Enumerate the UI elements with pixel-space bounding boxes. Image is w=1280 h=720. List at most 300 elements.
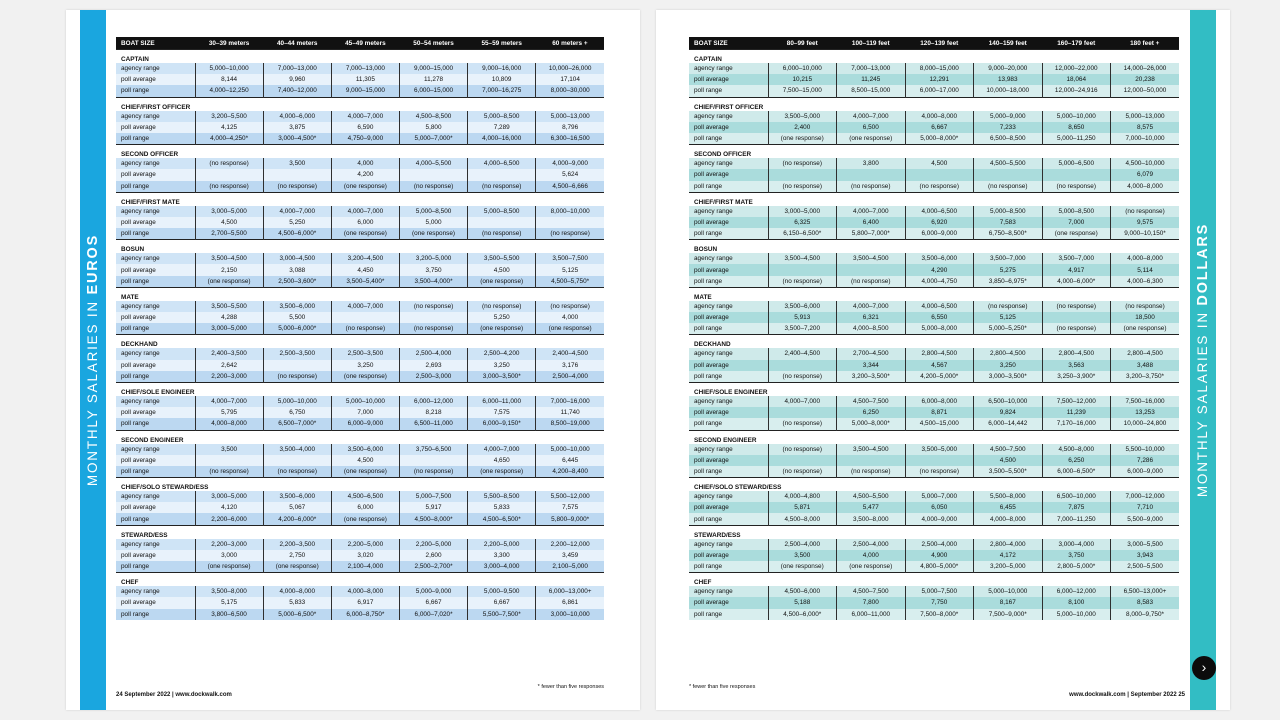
salary-cell bbox=[974, 169, 1043, 180]
salary-cell: 4,000–8,500 bbox=[837, 323, 906, 335]
salary-cell: 4,500–6,000 bbox=[768, 586, 837, 597]
salary-cell: 2,500–3,000 bbox=[399, 371, 467, 383]
salary-cell: 7,000 bbox=[1042, 217, 1111, 228]
column-header-size: 140–159 feet bbox=[974, 37, 1043, 50]
table-row bbox=[689, 418, 1179, 430]
salary-cell: 5,175 bbox=[195, 597, 263, 608]
row-label: poll range bbox=[689, 323, 768, 335]
table-row bbox=[116, 85, 604, 97]
salary-cell: 5,795 bbox=[195, 407, 263, 418]
salary-cell: 6,750–8,500* bbox=[974, 228, 1043, 240]
salary-cell: 5,125 bbox=[974, 312, 1043, 323]
salary-cell: 5,000–6,500 bbox=[1042, 158, 1111, 169]
salary-cell: 5,000–8,500 bbox=[468, 111, 536, 122]
role-name: CHIEF/SOLO STEWARD/ESS bbox=[116, 478, 604, 492]
row-label: poll average bbox=[689, 122, 768, 133]
salary-cell: 3,088 bbox=[263, 264, 331, 275]
salary-cell: 3,563 bbox=[1042, 360, 1111, 371]
role-header-row bbox=[116, 335, 604, 349]
salary-cell: 7,575 bbox=[468, 407, 536, 418]
salary-cell: 4,450 bbox=[331, 264, 399, 275]
page-footer: 24 September 2022 | www.dockwalk.com bbox=[116, 692, 232, 698]
salary-cell: 4,500 bbox=[331, 455, 399, 466]
salary-cell: 5,000–7,500 bbox=[399, 491, 467, 502]
column-header-size: 100–119 feet bbox=[837, 37, 906, 50]
salary-cell: (no response) bbox=[905, 466, 974, 478]
row-label: poll range bbox=[116, 561, 195, 573]
table-row bbox=[689, 561, 1179, 573]
table-row bbox=[689, 63, 1179, 74]
salary-cell: 6,861 bbox=[536, 597, 604, 608]
row-label: poll range bbox=[689, 276, 768, 288]
salary-cell: (no response) bbox=[837, 466, 906, 478]
salary-cell: 6,590 bbox=[331, 122, 399, 133]
salary-cell: 4,000 bbox=[536, 312, 604, 323]
salary-cell: 4,500–8,000 bbox=[768, 513, 837, 525]
salary-cell: 6,300–16,500 bbox=[536, 133, 604, 145]
row-label: poll range bbox=[116, 609, 195, 620]
salary-cell: 5,000–10,000 bbox=[263, 396, 331, 407]
column-header-size: 80–99 feet bbox=[768, 37, 837, 50]
salary-cell: 4,000–7,000 bbox=[837, 301, 906, 312]
row-label: poll average bbox=[116, 550, 195, 561]
salary-cell: 5,000–10,000 bbox=[536, 444, 604, 455]
salary-cell: (no response) bbox=[263, 371, 331, 383]
salary-cell: 4,000–4,250* bbox=[195, 133, 263, 145]
salary-cell bbox=[263, 169, 331, 180]
salary-cell: 6,000–8,000 bbox=[905, 396, 974, 407]
salary-cell: 5,624 bbox=[536, 169, 604, 180]
table-row bbox=[116, 360, 604, 371]
salary-cell: (one response) bbox=[331, 181, 399, 193]
table-row bbox=[116, 586, 604, 597]
role-name: CHIEF/SOLE ENGINEER bbox=[116, 382, 604, 396]
row-label: poll average bbox=[689, 407, 768, 418]
row-label: poll range bbox=[116, 371, 195, 383]
salary-cell: 3,250–3,900* bbox=[1042, 371, 1111, 383]
salary-cell: 2,200–3,500 bbox=[263, 539, 331, 550]
salary-cell: 5,000–13,000 bbox=[536, 111, 604, 122]
salary-cell: (one response) bbox=[1111, 323, 1180, 335]
table-row bbox=[116, 550, 604, 561]
role-name: CHIEF/SOLO STEWARD/ESS bbox=[689, 478, 1179, 492]
row-label: poll range bbox=[689, 228, 768, 240]
salary-cell: 8,144 bbox=[195, 74, 263, 85]
salary-cell: (one response) bbox=[768, 133, 837, 145]
salary-cell: 8,575 bbox=[1111, 122, 1180, 133]
row-label: poll average bbox=[689, 217, 768, 228]
salary-cell: 6,455 bbox=[974, 502, 1043, 513]
row-label: agency range bbox=[116, 444, 195, 455]
salary-cell: (one response) bbox=[399, 228, 467, 240]
role-header-row bbox=[689, 430, 1179, 444]
table-row bbox=[689, 276, 1179, 288]
row-label: agency range bbox=[116, 348, 195, 359]
salary-cell: 6,150–6,500* bbox=[768, 228, 837, 240]
salary-cell: 4,500 bbox=[974, 455, 1043, 466]
next-page-button[interactable] bbox=[1192, 656, 1216, 680]
table-row bbox=[689, 206, 1179, 217]
row-label: poll average bbox=[116, 360, 195, 371]
row-label: agency range bbox=[116, 158, 195, 169]
salary-cell: 3,344 bbox=[837, 360, 906, 371]
table-header-row bbox=[689, 37, 1179, 50]
salary-cell: 4,000 bbox=[331, 158, 399, 169]
table-row bbox=[116, 169, 604, 180]
row-label: poll range bbox=[116, 133, 195, 145]
row-label: agency range bbox=[689, 301, 768, 312]
salary-cell bbox=[905, 455, 974, 466]
salary-cell: 5,275 bbox=[974, 264, 1043, 275]
salary-cell: 5,000–10,000 bbox=[195, 63, 263, 74]
salary-cell: (no response) bbox=[1042, 323, 1111, 335]
row-label: poll range bbox=[689, 513, 768, 525]
salary-cell: 5,000–9,000 bbox=[399, 586, 467, 597]
salary-cell: 2,800–4,500 bbox=[1042, 348, 1111, 359]
salary-cell: 5,000–8,500 bbox=[974, 206, 1043, 217]
salary-cell: 2,500–3,500 bbox=[331, 348, 399, 359]
salary-cell: 20,238 bbox=[1111, 74, 1180, 85]
salary-cell: 4,500–15,000 bbox=[905, 418, 974, 430]
salary-cell: 2,500–2,700* bbox=[399, 561, 467, 573]
salary-cell: (no response) bbox=[195, 181, 263, 193]
salary-cell: 7,710 bbox=[1111, 502, 1180, 513]
salary-cell: 3,500–4,500 bbox=[837, 253, 906, 264]
row-label: poll average bbox=[116, 169, 195, 180]
chevron-right-icon: › bbox=[1201, 659, 1207, 675]
salary-cell: 6,325 bbox=[768, 217, 837, 228]
salary-cell: 5,000 bbox=[399, 217, 467, 228]
salary-cell: (no response) bbox=[195, 466, 263, 478]
salary-cell: (no response) bbox=[1111, 206, 1180, 217]
salary-cell: 8,000–15,000 bbox=[905, 63, 974, 74]
salary-cell: 2,500–5,500 bbox=[1111, 561, 1180, 573]
salary-cell: 4,500–8,000 bbox=[1042, 444, 1111, 455]
salary-cell: 5,188 bbox=[768, 597, 837, 608]
salary-cell: 4,500–8,500 bbox=[399, 111, 467, 122]
salary-cell: 7,286 bbox=[1111, 455, 1180, 466]
salary-cell: 3,500–6,000 bbox=[768, 301, 837, 312]
salary-cell: 11,740 bbox=[536, 407, 604, 418]
column-header-size: 180 feet + bbox=[1111, 37, 1180, 50]
salary-cell bbox=[768, 360, 837, 371]
salary-cell: 4,000–8,000 bbox=[1111, 181, 1180, 193]
salary-cell: 5,000–8,500 bbox=[1042, 206, 1111, 217]
salary-cell: 4,500–6,000* bbox=[768, 609, 837, 620]
salary-cell: (no response) bbox=[768, 418, 837, 430]
salary-cell: 3,500–7,000 bbox=[1042, 253, 1111, 264]
salary-cell: (no response) bbox=[399, 181, 467, 193]
salary-cell: 6,000–14,442 bbox=[974, 418, 1043, 430]
row-label: agency range bbox=[116, 586, 195, 597]
salary-cell: 3,500–8,000 bbox=[195, 586, 263, 597]
salary-cell: 4,000–9,000 bbox=[905, 513, 974, 525]
salary-cell: 2,500–4,000 bbox=[536, 371, 604, 383]
role-header-row bbox=[689, 240, 1179, 254]
salary-cell: 2,400–4,500 bbox=[768, 348, 837, 359]
salary-cell: 3,200–5,000 bbox=[974, 561, 1043, 573]
role-name: CHEF bbox=[116, 573, 604, 587]
salary-cell: 8,167 bbox=[974, 597, 1043, 608]
salary-cell: 6,000–7,020* bbox=[399, 609, 467, 620]
salary-cell: 18,064 bbox=[1042, 74, 1111, 85]
role-name: SECOND ENGINEER bbox=[116, 430, 604, 444]
salary-cell: 9,000–20,000 bbox=[974, 63, 1043, 74]
salary-cell: 4,917 bbox=[1042, 264, 1111, 275]
row-label: agency range bbox=[689, 253, 768, 264]
role-header-row bbox=[689, 145, 1179, 159]
row-label: poll range bbox=[689, 85, 768, 97]
row-label: poll average bbox=[116, 407, 195, 418]
salary-cell: 3,020 bbox=[331, 550, 399, 561]
row-label: agency range bbox=[689, 539, 768, 550]
salary-cell: 4,900 bbox=[905, 550, 974, 561]
salary-cell: 5,833 bbox=[263, 597, 331, 608]
salary-cell: 7,875 bbox=[1042, 502, 1111, 513]
salary-cell: 4,500–5,750* bbox=[536, 276, 604, 288]
table-row bbox=[689, 513, 1179, 525]
salary-cell: 2,800–4,500 bbox=[905, 348, 974, 359]
row-label: agency range bbox=[689, 444, 768, 455]
salary-cell: 4,000–7,000 bbox=[331, 111, 399, 122]
salary-cell: 3,000–4,500* bbox=[263, 133, 331, 145]
role-header-row bbox=[116, 525, 604, 539]
salary-cell bbox=[837, 169, 906, 180]
salary-cell: 5,833 bbox=[468, 502, 536, 513]
salary-cell: 2,800–4,500 bbox=[1111, 348, 1180, 359]
salary-cell: 4,567 bbox=[905, 360, 974, 371]
salary-cell: 8,650 bbox=[1042, 122, 1111, 133]
role-name: CAPTAIN bbox=[689, 50, 1179, 64]
salary-cell: 4,200–5,000* bbox=[905, 371, 974, 383]
salary-cell: 13,983 bbox=[974, 74, 1043, 85]
row-label: poll range bbox=[116, 228, 195, 240]
salary-cell: 7,750 bbox=[905, 597, 974, 608]
table-row bbox=[689, 396, 1179, 407]
table-row bbox=[116, 264, 604, 275]
salary-cell: 4,172 bbox=[974, 550, 1043, 561]
section-title-dollars bbox=[1195, 223, 1211, 497]
row-label: poll average bbox=[116, 264, 195, 275]
table-row bbox=[689, 609, 1179, 620]
column-header-boat-size: BOAT SIZE bbox=[689, 37, 768, 50]
salary-cell: 3,750 bbox=[399, 264, 467, 275]
salary-cell: 4,000–8,000 bbox=[331, 586, 399, 597]
salary-cell: (one response) bbox=[331, 228, 399, 240]
salary-cell: 6,079 bbox=[1111, 169, 1180, 180]
salary-cell: 5,067 bbox=[263, 502, 331, 513]
salary-cell: 2,150 bbox=[195, 264, 263, 275]
salary-cell: 6,000–9,000 bbox=[331, 418, 399, 430]
salary-cell: 7,000–12,000 bbox=[1111, 491, 1180, 502]
table-row bbox=[116, 228, 604, 240]
salary-cell: 4,800–5,000* bbox=[905, 561, 974, 573]
salary-cell bbox=[468, 169, 536, 180]
salary-cell: 6,000–11,000 bbox=[837, 609, 906, 620]
salary-cell: (one response) bbox=[468, 466, 536, 478]
table-row bbox=[689, 466, 1179, 478]
role-header-row bbox=[689, 478, 1179, 492]
salary-cell: 5,000–8,000 bbox=[905, 323, 974, 335]
salary-cell: 9,000–10,150* bbox=[1111, 228, 1180, 240]
table-row bbox=[689, 444, 1179, 455]
table-row bbox=[689, 348, 1179, 359]
salary-cell: 10,809 bbox=[468, 74, 536, 85]
salary-cell: 7,800 bbox=[837, 597, 906, 608]
salary-cell: 5,000–5,250* bbox=[974, 323, 1043, 335]
salary-cell: 7,500–9,000* bbox=[974, 609, 1043, 620]
salary-cell: 7,000–13,000 bbox=[331, 63, 399, 74]
salary-cell: 3,176 bbox=[536, 360, 604, 371]
salary-cell: 4,000 bbox=[837, 550, 906, 561]
salary-cell: 7,400–12,000 bbox=[263, 85, 331, 97]
salary-cell: 4,000–6,500 bbox=[468, 158, 536, 169]
role-name: SECOND ENGINEER bbox=[689, 430, 1179, 444]
row-label: agency range bbox=[689, 111, 768, 122]
salary-cell: 8,500–19,000 bbox=[536, 418, 604, 430]
salary-cell: 2,200–5,000 bbox=[331, 539, 399, 550]
role-name: CAPTAIN bbox=[116, 50, 604, 64]
table-row bbox=[689, 85, 1179, 97]
salary-cell: 7,500–15,000 bbox=[768, 85, 837, 97]
table-row bbox=[689, 455, 1179, 466]
salary-cell: 5,250 bbox=[263, 217, 331, 228]
salary-cell: 9,000–15,000 bbox=[331, 85, 399, 97]
salary-cell: 4,000–8,000 bbox=[974, 513, 1043, 525]
salary-cell: 4,500–5,500 bbox=[974, 158, 1043, 169]
salary-cell: 3,500–5,500* bbox=[974, 466, 1043, 478]
table-row bbox=[116, 407, 604, 418]
salary-cell: 8,100 bbox=[1042, 597, 1111, 608]
salary-cell: 5,000–9,500 bbox=[468, 586, 536, 597]
salary-cell: 6,000–8,750* bbox=[331, 609, 399, 620]
salary-cell: 5,125 bbox=[536, 264, 604, 275]
salary-cell: 4,288 bbox=[195, 312, 263, 323]
salary-cell: 4,500–7,500 bbox=[974, 444, 1043, 455]
salary-cell: 4,000–5,500 bbox=[399, 158, 467, 169]
salary-cell: 9,824 bbox=[974, 407, 1043, 418]
row-label: poll range bbox=[689, 181, 768, 193]
salary-cell: 2,800–4,500 bbox=[974, 348, 1043, 359]
table-row bbox=[116, 63, 604, 74]
salary-cell: 4,000–4,750 bbox=[905, 276, 974, 288]
salary-cell: 5,500–12,000 bbox=[536, 491, 604, 502]
salary-cell: 5,913 bbox=[768, 312, 837, 323]
salary-cell: 6,250 bbox=[837, 407, 906, 418]
footnote: * fewer than five responses bbox=[689, 684, 756, 690]
table-row bbox=[116, 301, 604, 312]
salary-cell: 4,500 bbox=[195, 217, 263, 228]
salary-cell: 2,800–5,000* bbox=[1042, 561, 1111, 573]
salary-cell: (no response) bbox=[399, 301, 467, 312]
salary-cell bbox=[195, 169, 263, 180]
table-row bbox=[116, 502, 604, 513]
table-row bbox=[689, 539, 1179, 550]
table-row bbox=[689, 111, 1179, 122]
row-label: poll average bbox=[116, 74, 195, 85]
salary-cell: 2,800–4,000 bbox=[974, 539, 1043, 550]
salary-cell: 13,253 bbox=[1111, 407, 1180, 418]
salary-cell: 3,500–5,500 bbox=[468, 253, 536, 264]
row-label: poll range bbox=[116, 181, 195, 193]
salary-cell: 7,170–16,000 bbox=[1042, 418, 1111, 430]
row-label: poll range bbox=[689, 371, 768, 383]
role-header-row bbox=[116, 478, 604, 492]
salary-cell: (one response) bbox=[468, 276, 536, 288]
salary-cell: 7,000–13,000 bbox=[263, 63, 331, 74]
salary-cell: 2,400–4,500 bbox=[536, 348, 604, 359]
salary-cell: 6,000–15,000 bbox=[399, 85, 467, 97]
salary-cell: 7,000 bbox=[331, 407, 399, 418]
row-label: poll average bbox=[689, 502, 768, 513]
salary-cell: (no response) bbox=[331, 323, 399, 335]
salary-cell: (no response) bbox=[399, 466, 467, 478]
salary-cell: 5,500–7,500* bbox=[468, 609, 536, 620]
salary-cell: 4,500–7,500 bbox=[837, 586, 906, 597]
salary-cell: 12,291 bbox=[905, 74, 974, 85]
table-row bbox=[116, 217, 604, 228]
role-name: MATE bbox=[689, 287, 1179, 301]
salary-cell: 17,104 bbox=[536, 74, 604, 85]
table-row bbox=[116, 111, 604, 122]
salary-cell bbox=[263, 455, 331, 466]
salary-cell bbox=[837, 264, 906, 275]
salary-cell: (one response) bbox=[331, 371, 399, 383]
salary-cell: 7,000–10,000 bbox=[1111, 133, 1180, 145]
row-label: poll range bbox=[689, 561, 768, 573]
table-row bbox=[116, 348, 604, 359]
salary-cell: 3,250 bbox=[468, 360, 536, 371]
salary-cell bbox=[331, 312, 399, 323]
table-row bbox=[116, 312, 604, 323]
salary-cell: 3,459 bbox=[536, 550, 604, 561]
salary-cell: 9,000–15,000 bbox=[399, 63, 467, 74]
row-label: agency range bbox=[116, 63, 195, 74]
salary-cell: 7,000–16,275 bbox=[468, 85, 536, 97]
column-header-size: 45–49 meters bbox=[331, 37, 399, 50]
row-label: agency range bbox=[689, 63, 768, 74]
salary-cell: (one response) bbox=[195, 561, 263, 573]
salary-cell: 5,500–8,000 bbox=[974, 491, 1043, 502]
salary-cell bbox=[768, 407, 837, 418]
table-row bbox=[689, 253, 1179, 264]
table-row bbox=[116, 491, 604, 502]
row-label: agency range bbox=[689, 586, 768, 597]
table-row bbox=[689, 217, 1179, 228]
salary-cell: 6,750 bbox=[263, 407, 331, 418]
table-row bbox=[689, 586, 1179, 597]
salary-cell: 4,500–10,000 bbox=[1111, 158, 1180, 169]
salary-cell: 11,278 bbox=[399, 74, 467, 85]
salary-cell: 3,500–4,500 bbox=[768, 253, 837, 264]
salary-cell: 5,917 bbox=[399, 502, 467, 513]
salary-cell: 2,693 bbox=[399, 360, 467, 371]
salary-cell: 4,290 bbox=[905, 264, 974, 275]
salary-cell: 5,000–11,250 bbox=[1042, 133, 1111, 145]
salary-cell: 5,000–8,000* bbox=[837, 418, 906, 430]
salary-cell: 3,943 bbox=[1111, 550, 1180, 561]
column-header-size: 60 meters + bbox=[536, 37, 604, 50]
salary-cell: 3,000–4,000 bbox=[1042, 539, 1111, 550]
salary-cell: 7,000–13,000 bbox=[837, 63, 906, 74]
salary-cell: 4,500–6,500* bbox=[468, 513, 536, 525]
salary-cell: 5,000–7,500 bbox=[905, 586, 974, 597]
salary-cell: 3,000–10,000 bbox=[536, 609, 604, 620]
salary-cell: (one response) bbox=[331, 466, 399, 478]
salary-cell: 3,000–5,000 bbox=[195, 206, 263, 217]
salary-cell: 7,500–8,000* bbox=[905, 609, 974, 620]
salary-cell: (no response) bbox=[468, 301, 536, 312]
